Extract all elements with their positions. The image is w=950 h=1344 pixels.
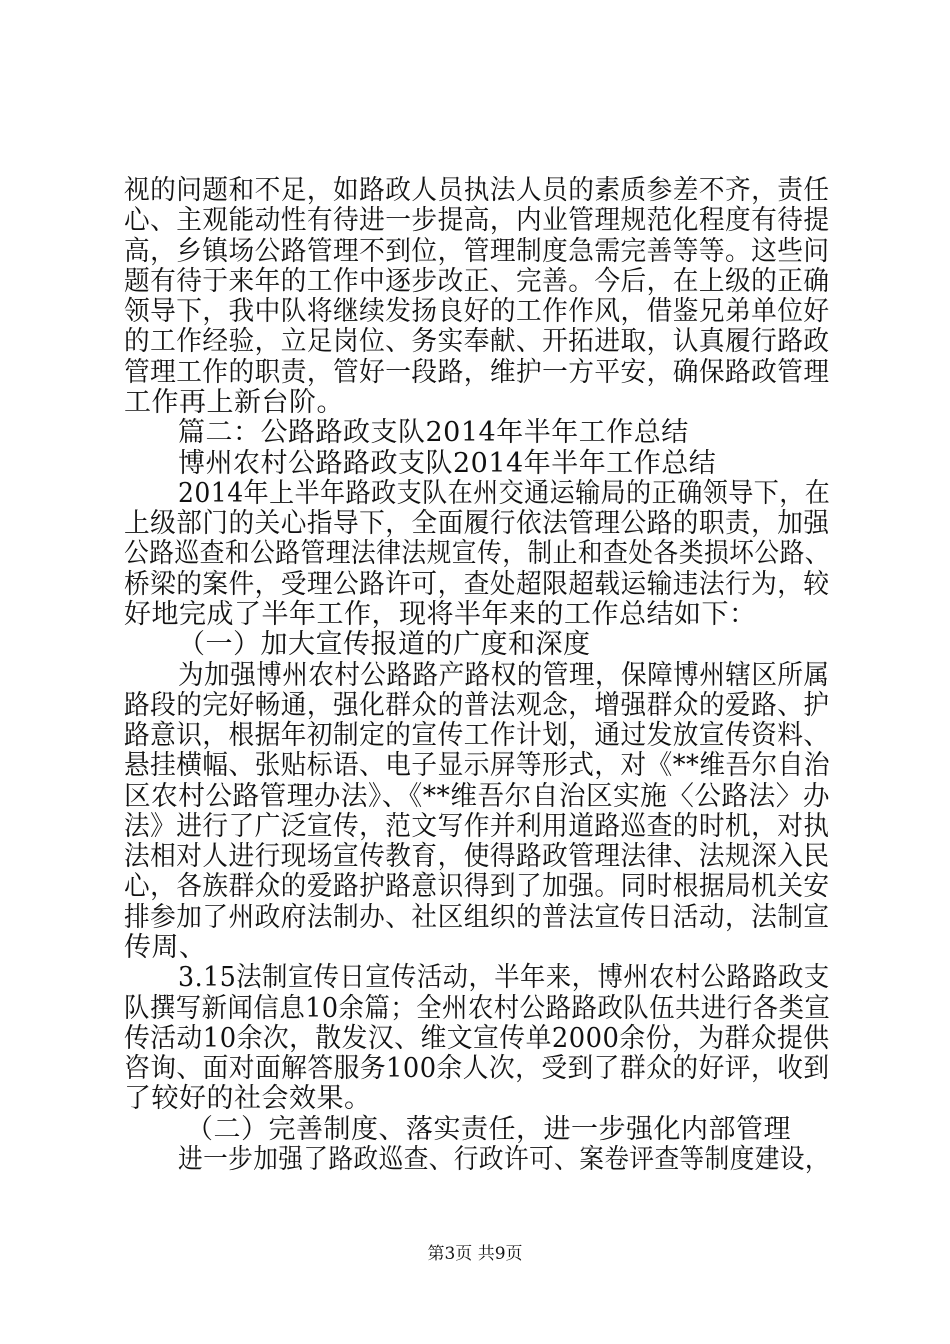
paragraph-line: 法相对人进行现场宣传教育，使得路政管理法律、法规深入民 — [124, 841, 830, 872]
paragraph-line: 区农村公路管理办法》、《**维吾尔自治区实施〈公路法〉办 — [124, 781, 830, 812]
paragraph-line: 路段的完好畅通，强化群众的普法观念，增强群众的爱路、护 — [124, 690, 830, 721]
paragraph-line: 视的问题和不足，如路政人员执法人员的素质参差不齐，责任 — [124, 175, 830, 206]
paragraph-line: 2014年上半年路政支队在州交通运输局的正确领导下，在 — [178, 478, 831, 509]
paragraph-line: 传活动10余次，散发汉、维文宣传单2000余份，为群众提供 — [124, 1023, 830, 1054]
paragraph-line: 了较好的社会效果。 — [124, 1083, 372, 1114]
paragraph-line: 为加强博州农村公路路产路权的管理，保障博州辖区所属 — [178, 660, 830, 691]
paragraph-line: 法》进行了广泛宣传，范文写作并利用道路巡查的时机，对执 — [124, 811, 830, 842]
paragraph-line: 心，各族群众的爱路护路意识得到了加强。同时根据局机关安 — [124, 871, 830, 902]
paragraph-line: 的工作经验，立足岗位、务实奉献、开拓进取，认真履行路政 — [124, 326, 830, 357]
paragraph-line: 路意识，根据年初制定的宣传工作计划，通过发放宣传资料、 — [124, 720, 830, 751]
paragraph-line: 好地完成了半年工作，现将半年来的工作总结如下： — [124, 599, 757, 630]
page-footer: 第3页 共9页 — [427, 1244, 523, 1264]
paragraph-line: 上级部门的关心指导下，全面履行依法管理公路的职责，加强 — [124, 508, 830, 539]
subsection-heading: （一）加大宣传报道的广度和深度 — [178, 629, 591, 660]
paragraph-line: 心、主观能动性有待进一步提高，内业管理规范化程度有待提 — [124, 205, 830, 236]
paragraph-line: 桥梁的案件，受理公路许可，查处超限超载运输违法行为，较 — [124, 569, 830, 600]
paragraph-line: 咨询、面对面解答服务100余人次，受到了群众的好评，收到 — [124, 1053, 830, 1084]
paragraph-line: 悬挂横幅、张贴标语、电子显示屏等形式，对《**维吾尔自治 — [124, 750, 830, 781]
paragraph-line: 管理工作的职责，管好一段路，维护一方平安，确保路政管理 — [124, 357, 830, 388]
paragraph-line: 公路巡查和公路管理法律法规宣传，制止和查处各类损坏公路、 — [124, 538, 831, 569]
paragraph-line: 工作再上新台阶。 — [124, 387, 344, 418]
paragraph-line: 3.15法制宣传日宣传活动，半年来，博州农村公路路政支 — [178, 962, 830, 993]
paragraph-line: 传周、 — [124, 932, 207, 963]
section-heading: 篇二：公路路政支队2014年半年工作总结 — [178, 417, 689, 448]
subsection-heading: （二）完善制度、落实责任，进一步强化内部管理 — [186, 1114, 791, 1145]
paragraph-line: 排参加了州政府法制办、社区组织的普法宣传日活动，法制宣 — [124, 902, 830, 933]
paragraph-line: 题有待于来年的工作中逐步改正、完善。今后，在上级的正确 — [124, 266, 830, 297]
paragraph-line: 队撰写新闻信息10余篇；全州农村公路路政队伍共进行各类宣 — [124, 993, 831, 1024]
paragraph-line: 进一步加强了路政巡查、行政许可、案卷评查等制度建设， — [178, 1144, 831, 1175]
document-title: 博州农村公路路政支队2014年半年工作总结 — [178, 448, 717, 479]
paragraph-line: 高，乡镇场公路管理不到位，管理制度急需完善等等。这些问 — [124, 236, 830, 267]
paragraph-line: 领导下，我中队将继续发扬良好的工作作风，借鉴兄弟单位好 — [124, 296, 830, 327]
